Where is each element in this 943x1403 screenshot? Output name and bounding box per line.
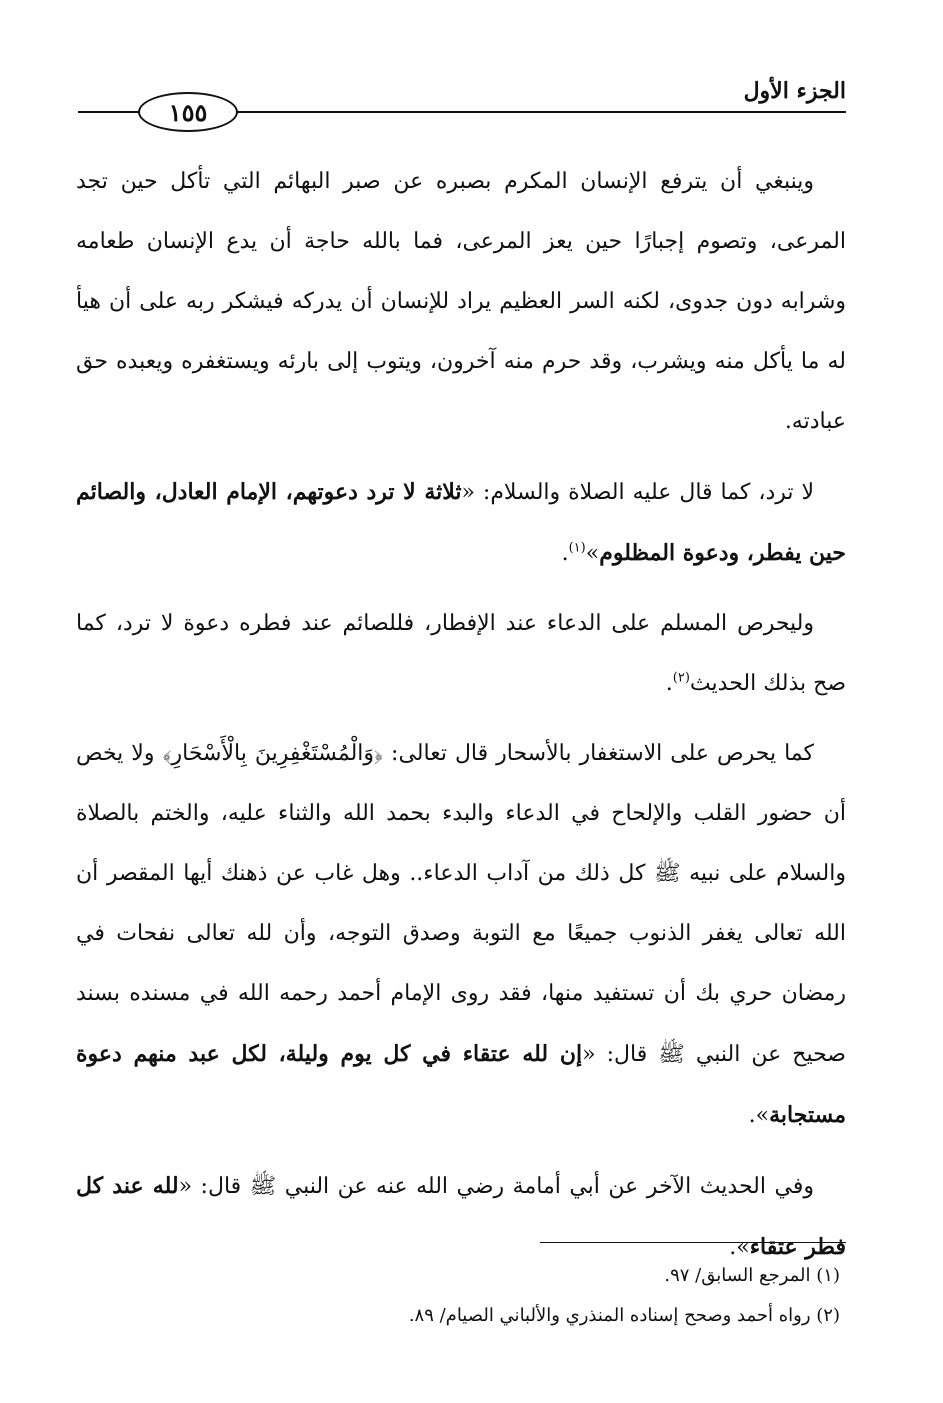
footnote-1: (١) المرجع السابق/ ٩٧.: [664, 1265, 840, 1286]
hadith-quote: إن لله عتقاء في كل يوم وليلة، لكل عبد منهم دعوة مستجابة: [76, 1041, 846, 1128]
footnote-2: (٢) رواه أحمد وصحح إسناده المنذري والألباني الصيام/ ٨٩.: [408, 1305, 840, 1326]
paragraph-4-end: ».: [748, 1103, 770, 1128]
footnotes: [200, 1256, 840, 1336]
page-number: ١٥٥: [138, 92, 238, 132]
footnote-ref-2: (٢): [672, 670, 690, 686]
paragraph-5-start: وفي الحديث الآخر عن أبي أمامة رضي الله عنه عن النبي ﷺ قال: «: [178, 1174, 814, 1199]
paragraph-3-tail: .: [665, 671, 673, 696]
paragraph-4: [76, 724, 846, 1146]
paragraph-5-end: ».: [729, 1235, 750, 1260]
footnote-ref-1: (١): [568, 540, 586, 556]
paragraph-2: [76, 462, 846, 584]
paragraph-1: وينبغي أن يترفع الإنسان المكرم بصبره عن صبر البهائم التي تأكل حين تجد المرعى، وتصوم إجبارًا حين يعز المرعى، فما بالله حاجة أن يدع الإنسان طعامه وشرابه دون جدوى، لكنه السر العظيم يراد للإنسان أن يدركه فيشكر ربه على أن هيأ له ما يأكل منه ويشرب، وقد حرم منه آخرون، ويتوب إلى بارئه ويستغفره ويعبده حق عبادته.: [76, 169, 846, 434]
running-title: الجزء الأول: [743, 78, 846, 104]
hadith-quote: ثلاثة لا ترد دعوتهم، الإمام العادل، والصائم حين يفطر، ودعوة المظلوم: [76, 479, 846, 566]
paragraph-3: [76, 594, 846, 714]
main-text: [76, 152, 846, 1288]
hadith-quote: لله عند كل فطر عتقاء: [76, 1173, 846, 1260]
footnote-rule: [540, 1242, 846, 1243]
paragraph-3-text: وليحرص المسلم على الدعاء عند الإفطار، فللصائم عند فطره دعوة لا ترد، كما صح بذلك الحديث: [76, 611, 846, 696]
paragraph-2-end: »: [585, 541, 600, 566]
paragraph-4-start: كما يحرص على الاستغفار بالأسحار قال تعالى: ﴿وَالْمُسْتَغْفِرِينَ بِالْأَسْحَارِ﴾ ولا يخص أن حضور القلب والإلحاح في الدعاء والبدء بحمد الله والثناء عليه، والختم بالصلاة والسلام على نبيه ﷺ كل ذلك من آداب الدعاء.. وهل غاب عن ذهنك أيها المقصر أن الله تعالى يغفر الذنوب جميعًا مع التوبة وصدق التوجه، وأن لله تعالى نفحات في رمضان حري بك أن تستفيد منها، فقد روى الإمام أحمد رحمه الله في مسنده بسند صحيح عن النبي ﷺ قال: «: [76, 741, 846, 1067]
paragraph-2-tail: .: [561, 541, 569, 566]
paragraph-2-start: لا ترد، كما قال عليه الصلاة والسلام: «: [461, 480, 814, 505]
page-header: [78, 78, 846, 128]
